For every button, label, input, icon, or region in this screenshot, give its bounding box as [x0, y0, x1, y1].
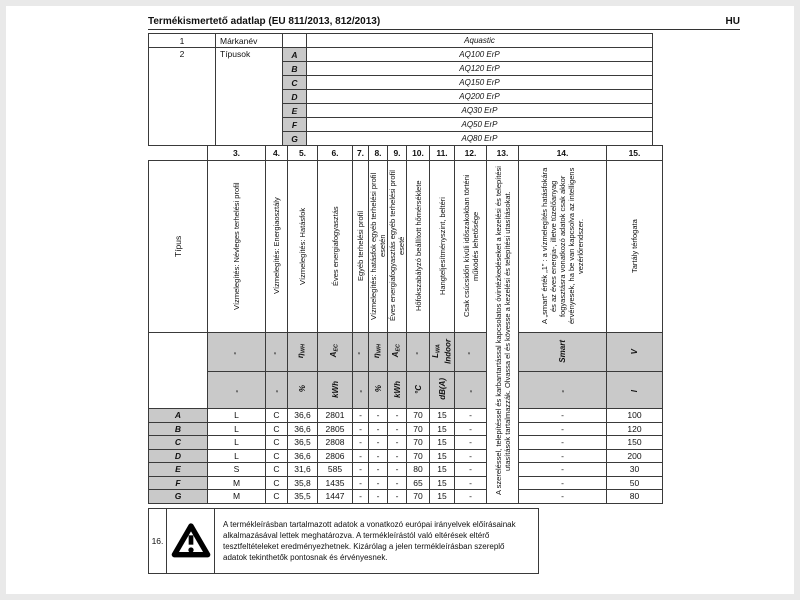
- data-cell: -: [388, 476, 407, 490]
- data-cell: 65: [407, 476, 430, 490]
- data-cell: 585: [318, 463, 353, 477]
- table-row: [149, 490, 663, 504]
- col-num-cell: 15.: [607, 146, 663, 161]
- data-cell: -: [519, 476, 607, 490]
- table-row: [149, 422, 663, 436]
- data-cell: 36,6: [288, 409, 318, 423]
- header-cell: Hangteljesítményszint, beltéri: [430, 161, 455, 333]
- column-number-row: [149, 146, 663, 161]
- smart-note-header-cell: A „smart” érték „1” : a vízmelegítés hatásfokára és az éves energia-, illetve tüzelőanyag fogyasztásra vonatkozó adatok csak akkor érvényesek, ha be van kapcsolva az intelligens vezérlőrendszer.: [519, 161, 607, 333]
- title-row: [148, 16, 740, 30]
- data-cell: 2805: [318, 422, 353, 436]
- type-key-cell: C: [283, 76, 307, 90]
- data-cell: -: [369, 463, 388, 477]
- unit-cell: -: [266, 372, 288, 409]
- symbol-cell: $\eta_{WH}$: [288, 333, 318, 372]
- type-value-cell: AQ150 ErP: [307, 76, 653, 90]
- header-cell: Éves energiafogyasztás egyéb terhelési profil eseté: [388, 161, 407, 333]
- data-cell: L: [208, 409, 266, 423]
- data-cell: -: [455, 449, 487, 463]
- data-cell: 100: [607, 409, 663, 423]
- col-num-cell: 11.: [430, 146, 455, 161]
- col-num-cell: 12.: [455, 146, 487, 161]
- unit-cell: -: [455, 372, 487, 409]
- data-cell: 2801: [318, 409, 353, 423]
- unit-cell: -: [208, 372, 266, 409]
- tipus-header-cell: Típus: [149, 161, 208, 333]
- disclaimer-table: [148, 508, 539, 574]
- unit-cell: kWh: [388, 372, 407, 409]
- data-cell: -: [388, 490, 407, 504]
- symbol-cell: $L_{WA}$ Indoor: [430, 333, 455, 372]
- header-cell: Vízmelegítés: Energiaosztály: [266, 161, 288, 333]
- unit-cell: -: [353, 372, 369, 409]
- data-cell: -: [455, 422, 487, 436]
- data-cell: -: [353, 422, 369, 436]
- symbol-cell: $A_{EC}$: [318, 333, 353, 372]
- brand-value-cell: Aquastic: [307, 34, 653, 48]
- data-cell: -: [353, 449, 369, 463]
- symbol-cell: V: [607, 333, 663, 372]
- symbol-cell: $\eta_{WH}$: [369, 333, 388, 372]
- unit-cell: %: [288, 372, 318, 409]
- data-cell: C: [266, 409, 288, 423]
- type-value-cell: AQ200 ErP: [307, 90, 653, 104]
- installation-note-cell: A szereléssel, telepítéssel és karbantartással kapcsolatos óvintézkedéseket a kezelési és telepítési utasítások tartalmazzák. Olvassa el és kövesse a kezelési és telepítési utasításokat.: [487, 161, 519, 504]
- note-text-cell: A termékleírásban tartalmazott adatok a vonatkozó európai irányelvek előírásainak alkalmazásával lettek meghatározva. A termékleírástól való eltérések eltérő tesztfeltételeket eredményezhetnek. Kizárólag a jelen termékleírásban szereplő adatok tekinthetők pontosnak és érvényesnek.: [215, 509, 539, 574]
- header-cell: Egyéb terhelési profil: [353, 161, 369, 333]
- data-cell: 2806: [318, 449, 353, 463]
- type-key-cell: D: [283, 90, 307, 104]
- row-key-cell: E: [149, 463, 208, 477]
- data-cell: 15: [430, 436, 455, 450]
- symbol-row: [149, 333, 663, 372]
- data-cell: -: [353, 436, 369, 450]
- data-cell: 2808: [318, 436, 353, 450]
- table-row: [149, 476, 663, 490]
- data-cell: 50: [607, 476, 663, 490]
- data-cell: 15: [430, 449, 455, 463]
- data-cell: -: [369, 436, 388, 450]
- data-cell: 35,8: [288, 476, 318, 490]
- data-cell: C: [266, 449, 288, 463]
- header-cell: Éves energiafogyasztás: [318, 161, 353, 333]
- data-cell: 36,5: [288, 436, 318, 450]
- data-cell: -: [455, 476, 487, 490]
- types-label-cell: Típusok: [216, 48, 283, 146]
- data-cell: -: [455, 436, 487, 450]
- data-cell: C: [266, 422, 288, 436]
- row-number-cell: 1: [149, 34, 216, 48]
- data-cell: 70: [407, 449, 430, 463]
- data-cell: 35,5: [288, 490, 318, 504]
- data-cell: -: [369, 422, 388, 436]
- data-cell: -: [353, 476, 369, 490]
- data-cell: C: [266, 463, 288, 477]
- data-cell: S: [208, 463, 266, 477]
- note-number-cell: 16.: [149, 509, 167, 574]
- column-header-row: [149, 161, 663, 333]
- symbol-cell: -: [407, 333, 430, 372]
- document-page: [6, 6, 794, 594]
- col-num-cell: 10.: [407, 146, 430, 161]
- symbol-cell: Smart: [519, 333, 607, 372]
- empty-cell: [149, 333, 208, 409]
- page-title: Termékismertető adatlap (EU 811/2013, 812/2013): [148, 16, 381, 27]
- col-num-cell: 4.: [266, 146, 288, 161]
- data-cell: -: [388, 409, 407, 423]
- type-value-cell: AQ50 ErP: [307, 118, 653, 132]
- data-cell: 36,6: [288, 449, 318, 463]
- table-row: [149, 48, 653, 62]
- data-cell: L: [208, 449, 266, 463]
- warning-triangle-icon: [171, 550, 211, 560]
- table-row: [149, 449, 663, 463]
- data-cell: -: [369, 409, 388, 423]
- data-cell: 15: [430, 476, 455, 490]
- row-key-cell: B: [149, 422, 208, 436]
- data-cell: 1435: [318, 476, 353, 490]
- data-cell: -: [519, 463, 607, 477]
- type-key-cell: G: [283, 132, 307, 146]
- unit-cell: kWh: [318, 372, 353, 409]
- table-row: [149, 436, 663, 450]
- type-key-cell: F: [283, 118, 307, 132]
- table-row: [149, 409, 663, 423]
- data-cell: 70: [407, 490, 430, 504]
- data-cell: -: [519, 422, 607, 436]
- table-row: [149, 34, 653, 48]
- row-key-cell: A: [149, 409, 208, 423]
- data-cell: 150: [607, 436, 663, 450]
- warning-icon-cell: [167, 509, 215, 574]
- data-cell: C: [266, 476, 288, 490]
- symbol-cell: -: [455, 333, 487, 372]
- data-cell: -: [519, 449, 607, 463]
- row-key-cell: G: [149, 490, 208, 504]
- unit-cell: l: [607, 372, 663, 409]
- header-cell: Vízmelegítés: hatásfok egyéb terhelési profil esetén: [369, 161, 388, 333]
- data-cell: L: [208, 422, 266, 436]
- data-cell: -: [388, 422, 407, 436]
- data-cell: 1447: [318, 490, 353, 504]
- header-cell: Vízmelegítés: Névleges terhelési profil: [208, 161, 266, 333]
- language-code: HU: [725, 16, 740, 27]
- data-cell: 30: [607, 463, 663, 477]
- data-cell: -: [369, 476, 388, 490]
- symbol-cell: -: [208, 333, 266, 372]
- data-cell: 70: [407, 409, 430, 423]
- data-cell: -: [388, 449, 407, 463]
- table-row: [149, 509, 539, 574]
- main-data-table: [148, 145, 663, 504]
- type-key-cell: A: [283, 48, 307, 62]
- row-key-cell: C: [149, 436, 208, 450]
- data-cell: 80: [407, 463, 430, 477]
- data-cell: -: [455, 490, 487, 504]
- data-cell: 36,6: [288, 422, 318, 436]
- data-cell: -: [388, 436, 407, 450]
- unit-cell: -: [519, 372, 607, 409]
- type-key-cell: B: [283, 62, 307, 76]
- data-cell: 200: [607, 449, 663, 463]
- data-cell: 15: [430, 409, 455, 423]
- type-value-cell: AQ100 ErP: [307, 48, 653, 62]
- symbol-cell: -: [353, 333, 369, 372]
- data-cell: -: [353, 463, 369, 477]
- data-cell: -: [353, 409, 369, 423]
- data-cell: -: [519, 490, 607, 504]
- unit-cell: %: [369, 372, 388, 409]
- col-num-cell: 3.: [208, 146, 266, 161]
- data-cell: 120: [607, 422, 663, 436]
- row-number-cell: 2: [149, 48, 216, 146]
- empty-cell: [283, 34, 307, 48]
- data-cell: -: [519, 436, 607, 450]
- data-cell: C: [266, 436, 288, 450]
- data-cell: -: [455, 463, 487, 477]
- data-cell: -: [369, 490, 388, 504]
- brand-types-table: [148, 33, 653, 146]
- col-num-cell: 6.: [318, 146, 353, 161]
- unit-cell: °C: [407, 372, 430, 409]
- ghost-cell: [149, 146, 208, 161]
- type-value-cell: AQ30 ErP: [307, 104, 653, 118]
- header-cell: Csak csúcsidőn kívüli időszakokban történi működés lehetősége: [455, 161, 487, 333]
- data-cell: -: [519, 409, 607, 423]
- type-value-cell: AQ120 ErP: [307, 62, 653, 76]
- symbol-cell: $A_{EC}$: [388, 333, 407, 372]
- data-cell: M: [208, 490, 266, 504]
- header-cell: Vízmelegítés: Hatásfok: [288, 161, 318, 333]
- data-cell: -: [353, 490, 369, 504]
- col-num-cell: 9.: [388, 146, 407, 161]
- data-cell: C: [266, 490, 288, 504]
- data-cell: -: [455, 409, 487, 423]
- row-key-cell: D: [149, 449, 208, 463]
- data-cell: -: [369, 449, 388, 463]
- symbol-cell: -: [266, 333, 288, 372]
- unit-cell: dB(A): [430, 372, 455, 409]
- table-row: [149, 463, 663, 477]
- col-num-cell: 8.: [369, 146, 388, 161]
- data-cell: 15: [430, 463, 455, 477]
- data-cell: 70: [407, 436, 430, 450]
- col-num-cell: 7.: [353, 146, 369, 161]
- data-cell: L: [208, 436, 266, 450]
- col-num-cell: 5.: [288, 146, 318, 161]
- brand-label-cell: Márkanév: [216, 34, 283, 48]
- data-cell: 15: [430, 422, 455, 436]
- data-cell: 31,6: [288, 463, 318, 477]
- type-value-cell: AQ80 ErP: [307, 132, 653, 146]
- data-cell: 15: [430, 490, 455, 504]
- unit-row: [149, 372, 663, 409]
- header-cell: Hőfokszabályzó beállított hőmérséklete: [407, 161, 430, 333]
- data-cell: 80: [607, 490, 663, 504]
- data-cell: -: [388, 463, 407, 477]
- col-num-cell: 14.: [519, 146, 607, 161]
- type-key-cell: E: [283, 104, 307, 118]
- data-cell: 70: [407, 422, 430, 436]
- data-cell: M: [208, 476, 266, 490]
- header-cell: Tartály térfogata: [607, 161, 663, 333]
- row-key-cell: F: [149, 476, 208, 490]
- col-num-cell: 13.: [487, 146, 519, 161]
